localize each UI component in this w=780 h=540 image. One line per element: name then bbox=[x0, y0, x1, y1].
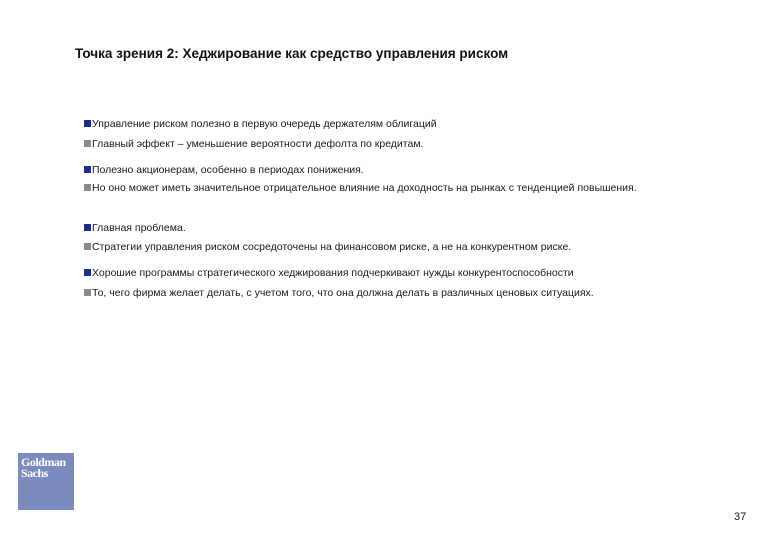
bullet-square-icon bbox=[84, 140, 91, 147]
bullet-item bbox=[84, 163, 684, 178]
bullet-square-icon bbox=[84, 120, 91, 127]
bullet-item bbox=[84, 240, 684, 255]
bullet-square-icon bbox=[84, 224, 91, 231]
bullet-square-icon bbox=[84, 184, 91, 191]
bullet-item bbox=[84, 137, 684, 152]
bullet-text: Главная проблема. bbox=[92, 222, 186, 234]
bullet-text: Стратегии управления риском сосредоточены на финансовом риске, а не на конкурентном риске. bbox=[92, 241, 572, 253]
bullet-text: Хорошие программы стратегического хеджирования подчеркивают нужды конкурентоспособности bbox=[92, 267, 574, 279]
bullet-item bbox=[84, 117, 684, 132]
bullet-item bbox=[84, 181, 659, 196]
bullet-item bbox=[84, 266, 684, 281]
page-number: 37 bbox=[734, 511, 747, 523]
logo-line2: Sachs bbox=[21, 466, 48, 480]
bullet-square-icon bbox=[84, 166, 91, 173]
goldman-sachs-logo bbox=[18, 453, 74, 510]
bullet-item bbox=[84, 286, 684, 301]
bullet-text: Главный эффект – уменьшение вероятности дефолта по кредитам. bbox=[92, 138, 424, 150]
slide-title: Точка зрения 2: Хеджирование как средство управления риском bbox=[75, 46, 509, 61]
bullet-text: Но оно может иметь значительное отрицательное влияние на доходность на рынках с тенденцией повышения. bbox=[92, 182, 637, 194]
bullet-text: Полезно акционерам, особенно в периодах понижения. bbox=[92, 164, 364, 176]
logo-line1: Goldman bbox=[21, 455, 66, 469]
bullet-square-icon bbox=[84, 269, 91, 276]
bullet-square-icon bbox=[84, 289, 91, 296]
bullet-item bbox=[84, 221, 684, 236]
bullet-text: То, чего фирма желает делать, с учетом того, что она должна делать в различных ценовых ситуациях. bbox=[92, 287, 594, 299]
bullet-text: Управление риском полезно в первую очередь держателям облигаций bbox=[92, 118, 437, 130]
bullet-square-icon bbox=[84, 243, 91, 250]
